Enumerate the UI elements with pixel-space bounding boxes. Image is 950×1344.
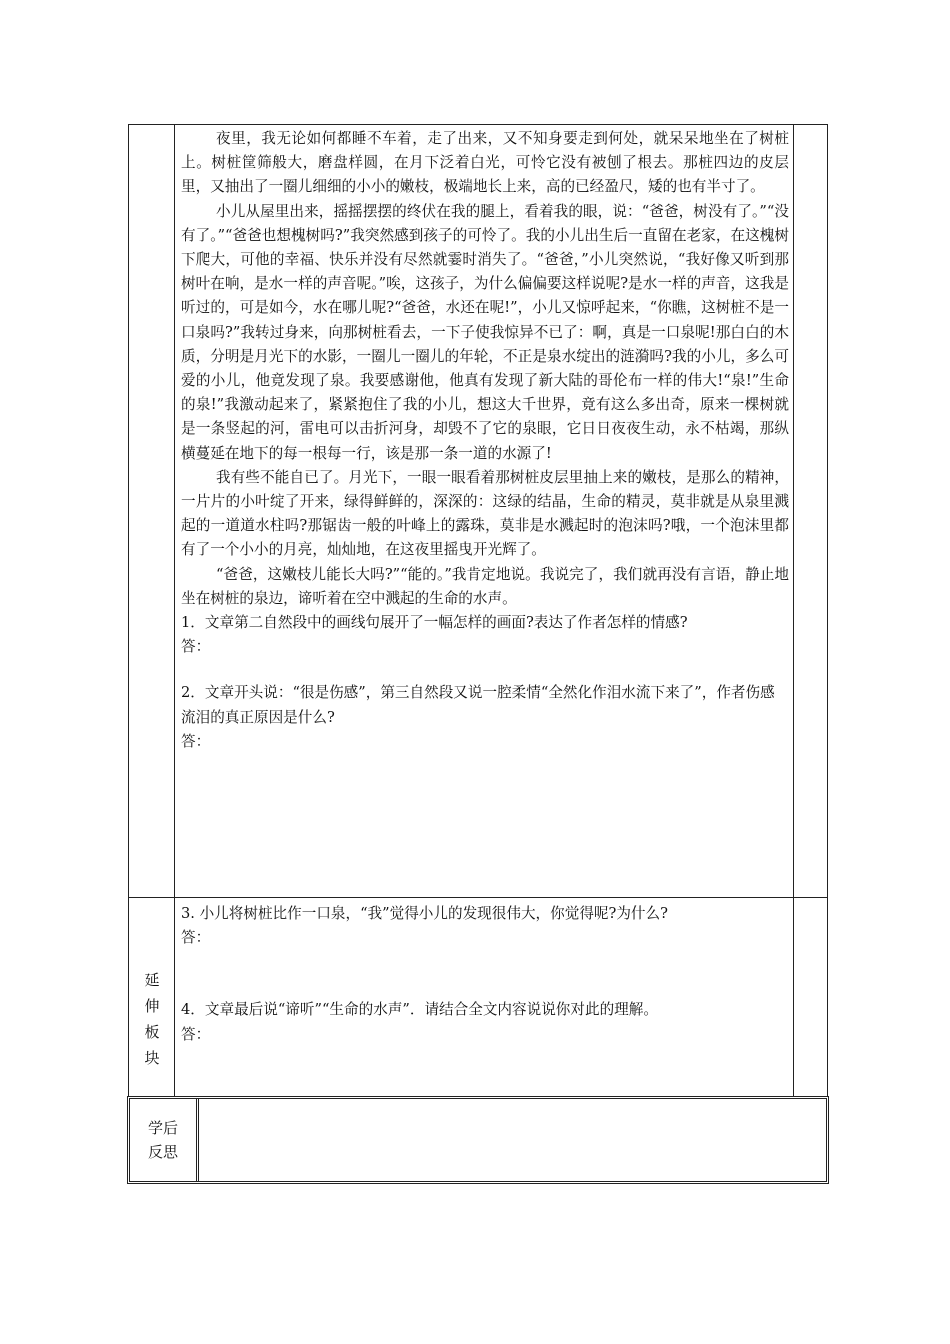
reflection-label: 学后 反思 <box>147 1119 178 1161</box>
article-paragraph: 我有些不能自已了。月光下，一眼一眼看着那树桩皮层里抽上来的嫩枝，是那么的精神，一片片的小叶绽了开来，绿得鲜鲜的，深深的：这绿的结晶，生命的精灵，莫非就是从泉里溅起的一道道水柱吗?那锯齿一般的叶峰上的露珠，莫非是水溅起时的泡沫吗?哦，一个泡沫里都有了一个小小的月亮，灿灿地，在这夜里摇曳开光辉了。 <box>181 468 789 559</box>
right-column-divider <box>793 125 794 1096</box>
extension-content <box>175 898 793 1047</box>
extension-label: 延 伸 板 块 <box>144 971 160 1067</box>
article-paragraph: 小儿从屋里出来，摇摇摆摆的终伏在我的腿上，看着我的眼，说：“爸爸，树没有了。”“没有了。”“爸爸也想槐树吗?”我突然感到孩子的可怜了。我的小儿出生后一直留在老家，在这槐树下爬大，可他的幸福、快乐并没有尽然就霎时消失了。“爸爸，”小儿突然说，“我好像又听到那树叶在响，是水一样的声音呢。”唉，这孩子，为什么偏偏要这样说呢?是水一样的声音，这我是听过的，可是如今，水在哪儿呢?“爸爸，水还在呢!”，小儿又惊呼起来，“你瞧，这树桩不是一口泉吗?”我转过身来，向那树桩看去，一下子使我惊异不已了：啊，真是一口泉呢!那白白的木质，分明是月光下的水影，一圈儿一圈儿的年轮，不正是泉水绽出的涟漪吗?我的小儿，多么可爱的小儿，他竟发现了泉。我要感谢他，他真有发现了新大陆的哥伦布一样的伟大!“泉!”生命的泉!”我激动起来了，紧紧抱住了我的小儿，想这大千世界，竟有这么多出奇，原来一棵树就是一条竖起的河，雷电可以击折河身，却毁不了它的泉眼，它日日夜夜生动，永不枯竭，那纵横蔓延在地下的每一根每一行，该是那一条一道的水源了! <box>181 202 789 462</box>
answer-label-1: 答： <box>181 638 211 656</box>
reading-table <box>128 124 828 1097</box>
answer-label-3: 答： <box>181 929 211 947</box>
reflection-answer-area[interactable] <box>200 1099 826 1181</box>
answer-label-2: 答： <box>181 732 211 750</box>
reflection-table <box>127 1096 829 1184</box>
question-1: 1．文章第二自然段中的画线句展开了一幅怎样的画面?表达了作者怎样的情感? <box>181 614 688 632</box>
reflection-divider <box>196 1099 199 1181</box>
article-paragraph: 夜里，我无论如何都睡不车着，走了出来，又不知身要走到何处，就呆呆地坐在了树桩上。树桩筐筛般大，磨盘样圆，在月下泛着白光，可怜它没有被刨了根去。那桩四边的皮层里，又抽出了一圈儿细细的小小的嫩枝，极端地长上来，高的已经盈尺，矮的也有半寸了。 <box>181 130 789 196</box>
article-paragraph: “爸爸，这嫩枝儿能长大吗?”“能的。”我肯定地说。我说完了，我们就再没有言语，静止地坐在树桩的泉边，谛听着在空中溅起的生命的水声。 <box>181 565 789 607</box>
question-2: 2．文章开头说：“很是伤感”，第三自然段又说一腔柔情“全然化作泪水流下来了”，作者伤感流泪的真正原因是什么? <box>181 684 775 726</box>
answer-label-4: 答： <box>181 1025 211 1043</box>
question-4: 4．文章最后说“谛听”“生命的水声”．请结合全文内容说说你对此的理解。 <box>181 1001 658 1019</box>
question-3: 3. 小儿将树桩比作一口泉，“我”觉得小儿的发现很伟大，你觉得呢?为什么? <box>181 905 668 922</box>
reading-content <box>175 125 793 754</box>
